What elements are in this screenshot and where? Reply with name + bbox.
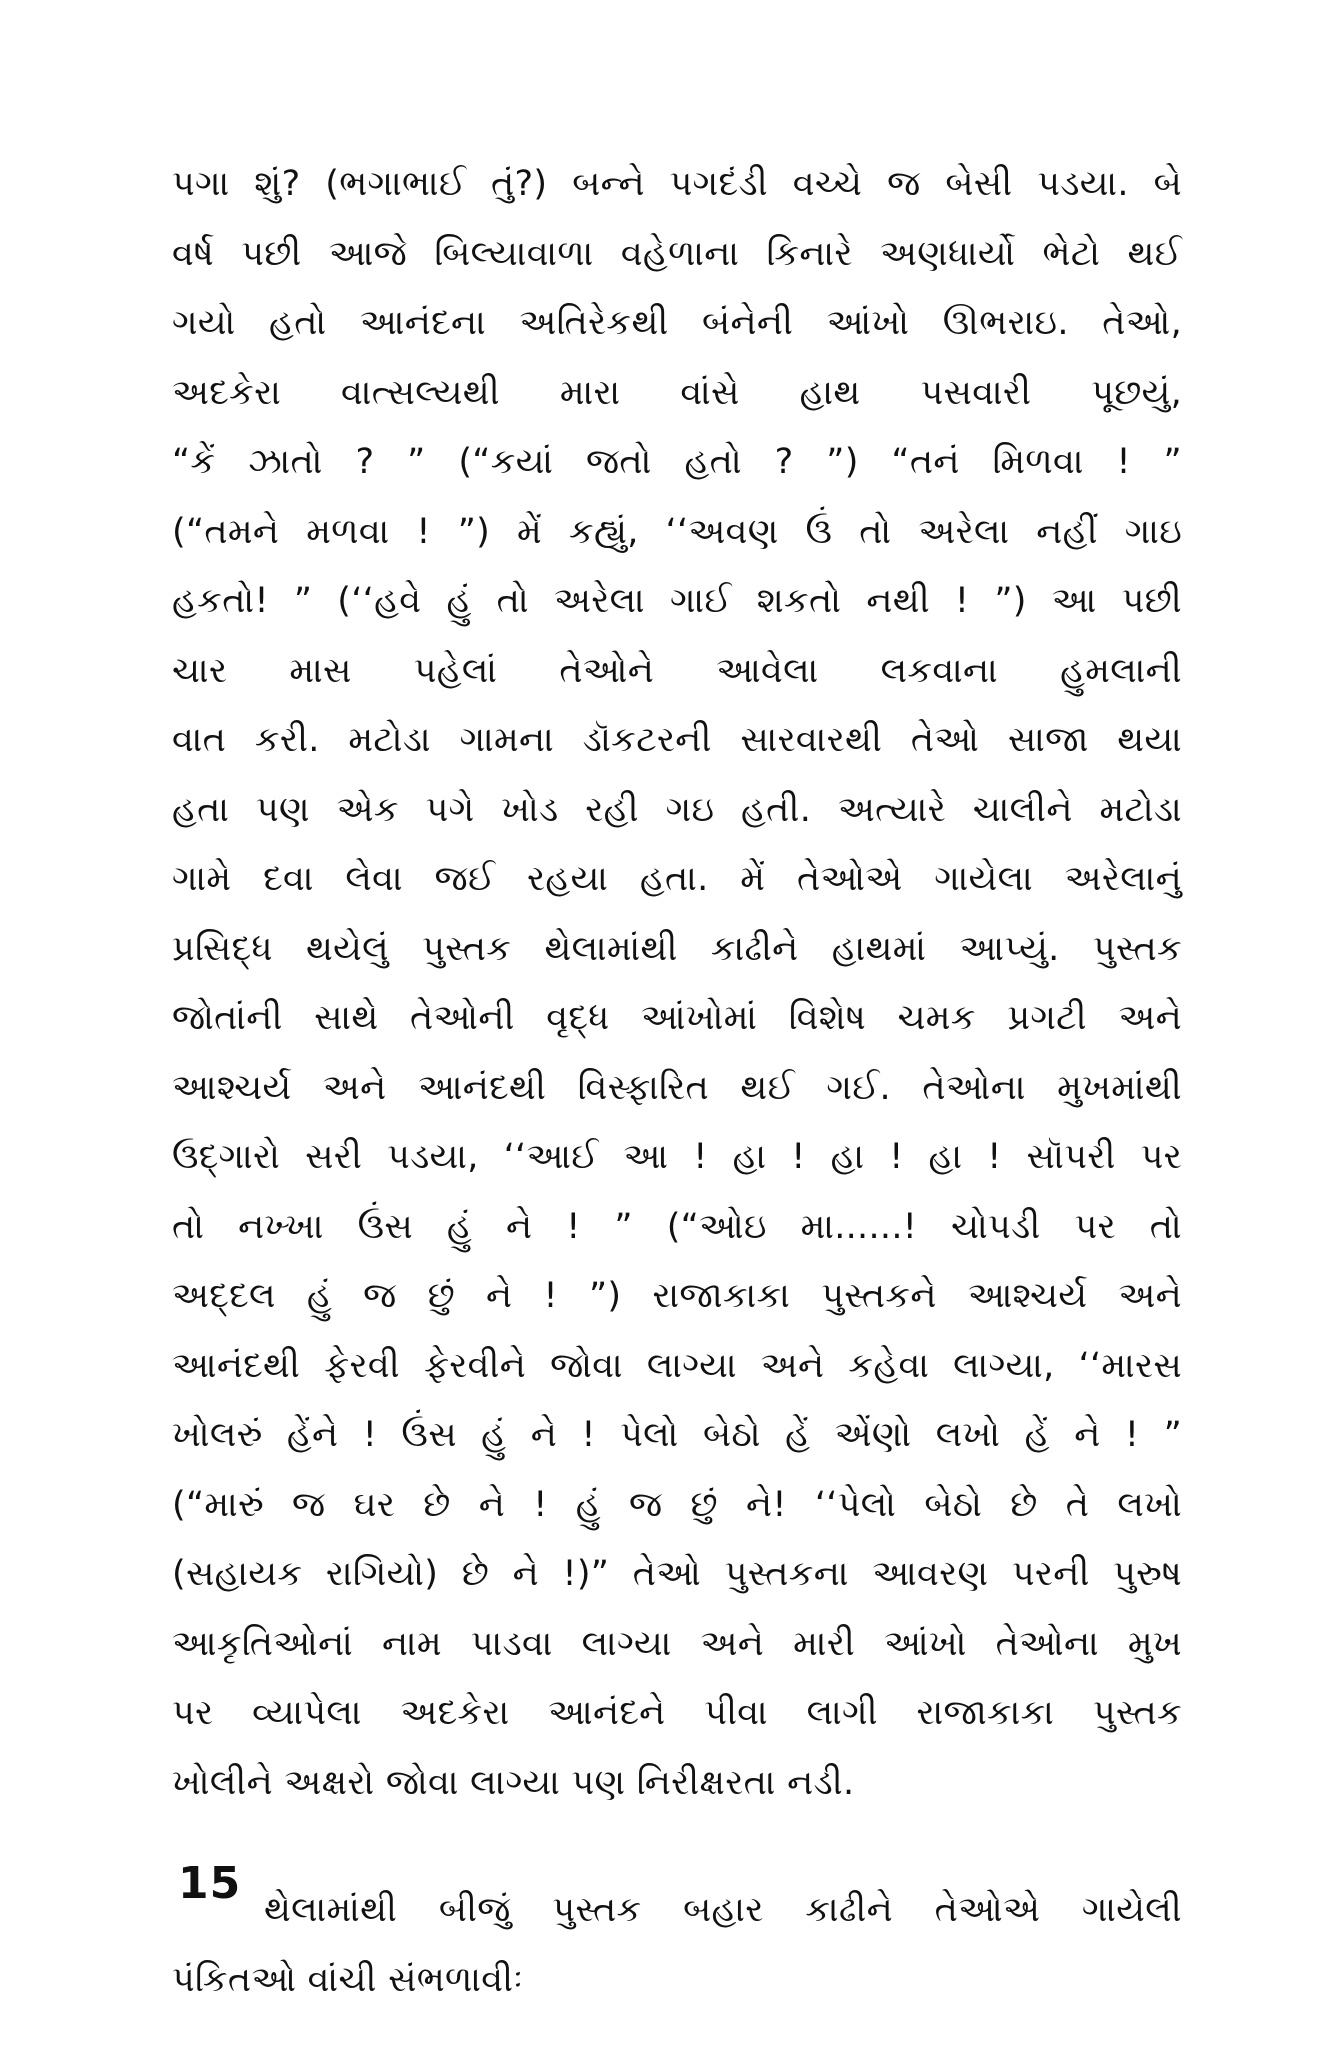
paragraph-spacer bbox=[172, 1818, 1182, 1876]
text-line: ઉદ્‌ગારો સરી પડયા, ‘‘આઈ આ ! હા ! હા ! હા ! સૉપરી પર bbox=[172, 1137, 1182, 1177]
text-line: પંકિતઓ વાંચી સંભળાવીઃ bbox=[172, 1959, 524, 2000]
text-line: પ્રસિદ્ધ થયેલું પુસ્તક થેલામાંથી કાઢીને હાથમાં આપ્યું. પુસ્તક bbox=[172, 928, 1182, 969]
text-line: પગા શું? (ભગાભાઈ તું?) બન્ને પગદંડી વચ્ચે જ બેસી પડયા. બે bbox=[172, 164, 1182, 204]
text-line: હકતો! ” (‘‘હવે હું તો અરેલા ગાઈ શકતો નથી ! ”) આ પછી bbox=[172, 581, 1182, 621]
text-line: ગામે દવા લેવા જઈ રહયા હતા. મેં તેઓએ ગાયેલા અરેલાનું bbox=[172, 859, 1182, 899]
page-body bbox=[172, 150, 1182, 2015]
text-line: (“મારું જ ઘર છે ને ! હું જ છું ને! ‘‘પેલો બેઠો છે તે લખો bbox=[172, 1484, 1182, 1525]
text-line: આકૃતિઓનાં નામ પાડવા લાગ્યા અને મારી આંખો તેઓના મુખ bbox=[172, 1623, 1182, 1664]
text-line: આનંદથી ફેરવી ફેરવીને જોવા લાગ્યા અને કહેવા લાગ્યા, ‘‘મારસ bbox=[172, 1345, 1182, 1386]
text-line: પર વ્યાપેલા અદકેરા આનંદને પીવા લાગી રાજાકાકા પુસ્તક bbox=[172, 1693, 1182, 1733]
text-line: ચાર માસ પહેલાં તેઓને આવેલા લકવાના હુમલાની bbox=[172, 650, 1182, 691]
paragraph-2 bbox=[172, 1876, 1182, 2015]
text-line: તો નખ્ખા ઉંસ હું ને ! ” (“ઓઇ મા......! ચોપડી પર તો bbox=[172, 1206, 1182, 1247]
text-line: આશ્ચર્ય અને આનંદથી વિસ્ફારિત થઈ ગઈ. તેઓના મુખમાંથી bbox=[172, 1067, 1182, 1108]
text-line: અદ્દલ હું જ છું ને ! ”) રાજાકાકા પુસ્તકને આશ્ચર્ય અને bbox=[172, 1276, 1182, 1316]
text-line: અદકેરા વાત્સલ્યથી મારા વાંસે હાથ પસવારી પૂછયું, bbox=[172, 372, 1182, 413]
text-line: (સહાયક રાગિયો) છે ને !)” તેઓ પુસ્તકના આવરણ પરની પુરુષ bbox=[172, 1554, 1182, 1594]
text-line: વર્ષ પછી આજે બિલ્યાવાળા વહેળાના કિનારે અણધાર્યો ભેટો થઈ bbox=[172, 233, 1182, 274]
text-line: (“તમને મળવા ! ”) મેં કહ્યું, ‘‘અવણ ઉં તો અરેલા નહીં ગાઇ bbox=[172, 511, 1182, 552]
text-line: થેલામાંથી બીજું પુસ્તક બહાર કાઢીને તેઓએ ગાયેલી bbox=[264, 1890, 1182, 1930]
text-line: “કેં ઝાતો ? ” (“કયાં જતો હતો ? ”) “તનં મિળવા ! ” bbox=[172, 442, 1182, 482]
text-line: જોતાંની સાથે તેઓની વૃદ્ધ આંખોમાં વિશેષ ચમક પ્રગટી અને bbox=[172, 998, 1182, 1038]
text-line: ખોલીને અક્ષરો જોવા લાગ્યા પણ નિરીક્ષરતા નડી. bbox=[172, 1762, 855, 1803]
text-line: હતા પણ એક પગે ખોડ રહી ગઇ હતી. અત્યારે ચાલીને મટોડા bbox=[172, 789, 1182, 830]
text-line: ગયો હતો આનંદના અતિરેકથી બંનેની આંખો ઊભરાઇ. તેઓ, bbox=[172, 303, 1182, 343]
page-number: 15 bbox=[178, 1858, 242, 1909]
text-line: ખોલરું હેંને ! ઉંસ હું ને ! પેલો બેઠો હેં એંણો લખો હેં ને ! ” bbox=[172, 1415, 1182, 1455]
paragraph-1 bbox=[172, 150, 1182, 1818]
text-line: વાત કરી. મટોડા ગામના ડૉકટરની સારવારથી તેઓ સાજા થયા bbox=[172, 720, 1182, 760]
